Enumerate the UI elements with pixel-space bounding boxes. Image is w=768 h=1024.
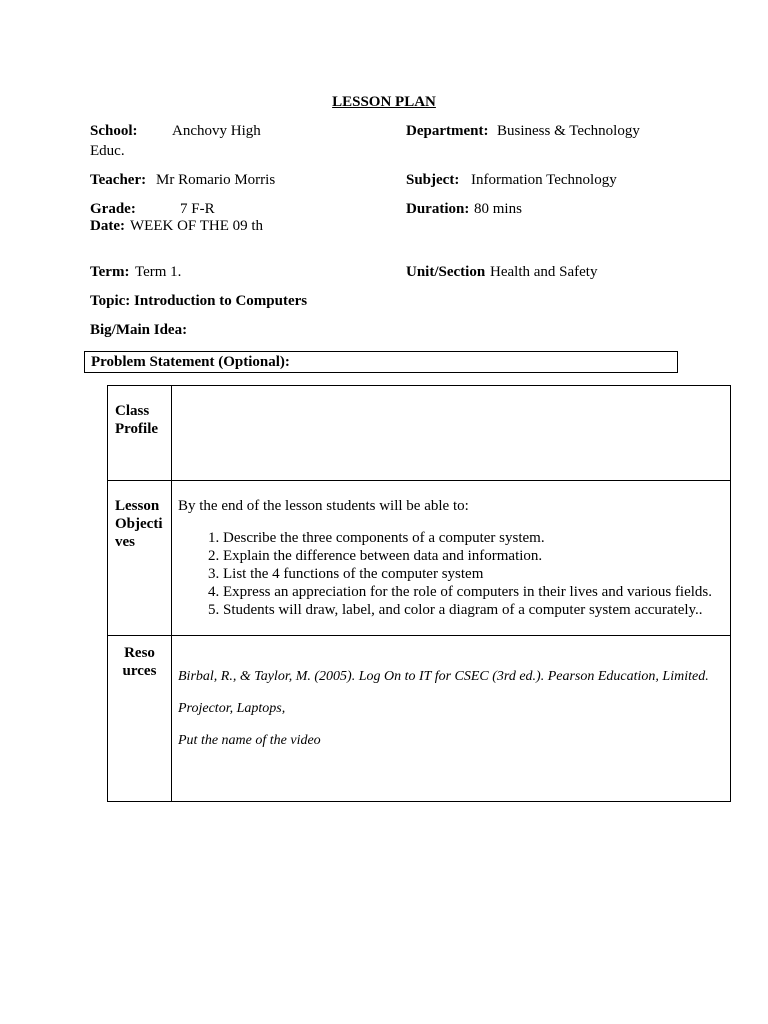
document-title: LESSON PLAN xyxy=(332,94,436,110)
date-label: Date: xyxy=(90,218,125,234)
unit-label: Unit/Section xyxy=(406,264,486,280)
date-value: WEEK OF THE 09 th xyxy=(130,218,264,234)
big-idea-label: Big/Main Idea: xyxy=(90,322,188,338)
objective-item: 1. Describe the three components of a computer system. xyxy=(223,529,730,547)
objectives-label-line2: Objecti xyxy=(115,516,163,532)
objectives-label-line3: ves xyxy=(115,534,135,550)
objectives-intro: By the end of the lesson students will be able to: xyxy=(178,498,469,514)
school-value-wrap: Educ. xyxy=(90,143,125,159)
department-label: Department: xyxy=(406,123,489,139)
problem-statement-box xyxy=(84,351,678,373)
topic: Topic: Introduction to Computers xyxy=(90,293,308,309)
term-value: Term 1. xyxy=(135,264,182,280)
objective-item: 4. Express an appreciation for the role of computers in their lives and various fields. xyxy=(223,583,730,601)
grade-label: Grade: xyxy=(90,201,136,217)
objective-item: 2. Explain the difference between data and information. xyxy=(223,547,730,565)
objective-item: 5. Students will draw, label, and color a diagram of a computer system accurately.. xyxy=(223,601,730,619)
subject-label: Subject: xyxy=(406,172,460,188)
department-value: Business & Technology xyxy=(497,123,640,139)
objective-item: 3. List the 4 functions of the computer system xyxy=(223,565,730,583)
duration-value: 80 mins xyxy=(474,201,522,217)
objectives-label-line1: Lesson xyxy=(115,498,160,514)
problem-statement-label: Problem Statement (Optional): xyxy=(91,354,290,370)
unit-value: Health and Safety xyxy=(490,264,598,280)
duration-label: Duration: xyxy=(406,201,470,217)
class-profile-label-line1: Class xyxy=(115,403,150,419)
school-value: Anchovy High xyxy=(172,123,261,139)
objectives-row xyxy=(108,481,731,636)
objectives-label-cell xyxy=(108,481,172,636)
lesson-plan-table xyxy=(107,385,731,802)
resources-label-line2: urces xyxy=(122,663,157,679)
class-profile-row xyxy=(108,386,731,481)
resource-item: Put the name of the video xyxy=(178,733,321,748)
grade-value: 7 F-R xyxy=(180,201,215,217)
term-label: Term: xyxy=(90,264,130,280)
objectives-content-cell xyxy=(172,481,731,636)
resources-label-cell xyxy=(108,636,172,802)
resource-item: Birbal, R., & Taylor, M. (2005). Log On to IT for CSEC (3rd ed.). Pearson Education, Limited. xyxy=(178,669,709,684)
teacher-label: Teacher: xyxy=(90,172,147,188)
subject-value: Information Technology xyxy=(471,172,617,188)
teacher-value: Mr Romario Morris xyxy=(156,172,276,188)
resources-content-cell xyxy=(172,636,731,802)
class-profile-label-cell xyxy=(108,386,172,481)
class-profile-content-cell xyxy=(172,386,731,481)
class-profile-label-line2: Profile xyxy=(115,421,159,437)
resource-item: Projector, Laptops, xyxy=(178,701,286,716)
resources-row xyxy=(108,636,731,802)
objectives-list xyxy=(172,529,730,619)
resources-label-line1: Reso xyxy=(124,645,155,661)
school-label: School: xyxy=(90,123,138,139)
